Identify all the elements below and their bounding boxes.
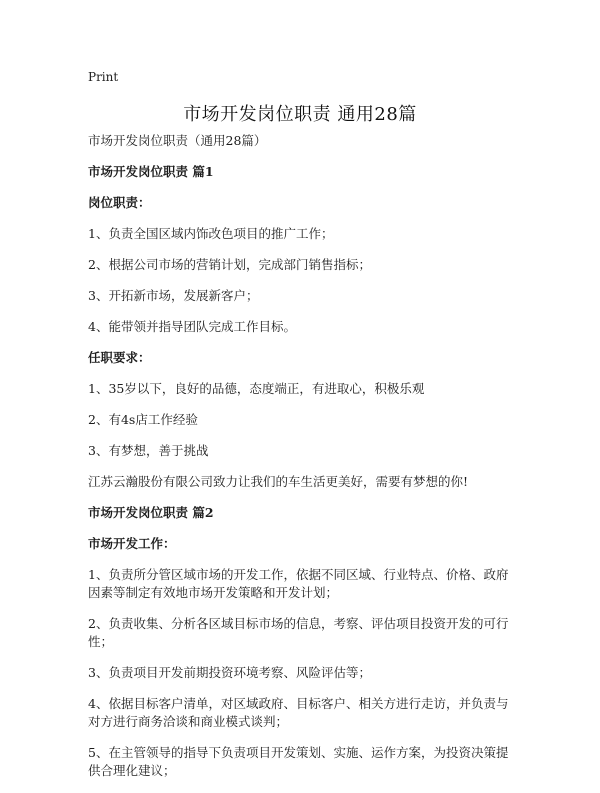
page-title: 市场开发岗位职责 通用28篇 bbox=[183, 104, 417, 125]
duties-heading: 岗位职责： bbox=[88, 195, 151, 210]
work-item: 3、负责项目开发前期投资环境考察、风险评估等； bbox=[88, 665, 371, 680]
duty-item: 1、负责全国区域内饰改色项目的推广工作； bbox=[88, 226, 334, 241]
requirement-item: 3、有梦想，善于挑战 bbox=[88, 443, 209, 458]
document-body bbox=[88, 132, 518, 793]
work-item: 1、负责所分管区域市场的开发工作，依据不同区域、行业特点、价格、政府因素等制定有效地市场开发策略和开发计划； bbox=[88, 567, 509, 600]
document-subtitle: 市场开发岗位职责（通用28篇） bbox=[88, 133, 267, 148]
duty-item: 2、根据公司市场的营销计划，完成部门销售指标； bbox=[88, 257, 371, 272]
duty-item: 4、能带领并指导团队完成工作目标。 bbox=[88, 319, 296, 334]
print-label[interactable]: Print bbox=[88, 70, 119, 84]
work-heading: 市场开发工作： bbox=[88, 536, 176, 551]
requirement-item: 1、35岁以下，良好的品德，态度端正，有进取心，积极乐观 bbox=[88, 381, 425, 396]
work-item: 4、依据目标客户清单，对区域政府、目标客户、相关方进行走访，并负责与对方进行商务洽谈和商业模式谈判； bbox=[88, 696, 509, 729]
work-item: 5、在主管领导的指导下负责项目开发策划、实施、运作方案，为投资决策提供合理化建议； bbox=[88, 745, 509, 778]
duty-item: 3、开拓新市场，发展新客户； bbox=[88, 288, 259, 303]
closing-statement: 江苏云瀚股份有限公司致力让我们的车生活更美好，需要有梦想的你! bbox=[88, 474, 469, 489]
requirements-heading: 任职要求： bbox=[88, 350, 151, 365]
requirement-item: 2、有4s店工作经验 bbox=[88, 412, 198, 427]
section1-heading: 市场开发岗位职责 篇1 bbox=[88, 164, 214, 179]
section2-heading: 市场开发岗位职责 篇2 bbox=[88, 505, 214, 520]
work-item: 2、负责收集、分析各区域目标市场的信息，考察、评估项目投资开发的可行性； bbox=[88, 616, 509, 649]
